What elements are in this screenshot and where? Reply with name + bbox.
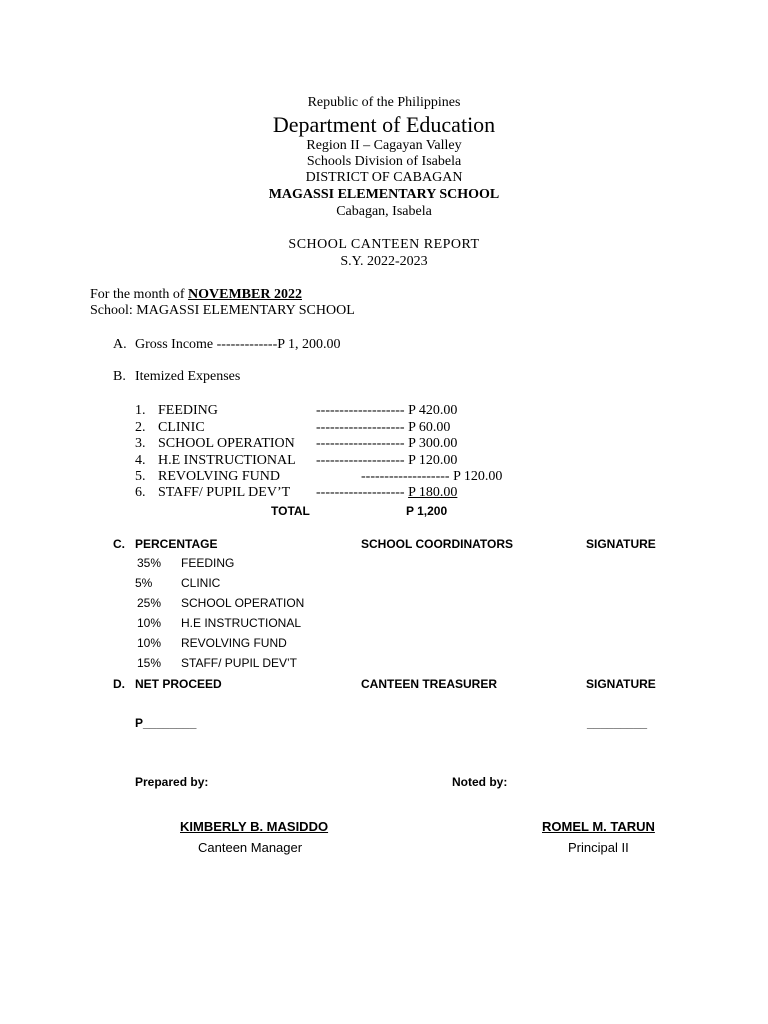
expense-amount: ------------------- P 420.00 (316, 403, 458, 418)
district-line: DISTRICT OF CABAGAN (305, 170, 463, 185)
expense-name: STAFF/ PUPIL DEV’T (158, 485, 291, 500)
itemized-expenses-title: Itemized Expenses (135, 369, 241, 384)
noter-title: Principal II (568, 840, 629, 855)
region-line: Region II – Cagayan Valley (306, 138, 462, 153)
school-line: School: MAGASSI ELEMENTARY SCHOOL (90, 303, 355, 318)
section-a-letter: A. (113, 337, 127, 352)
percentage-value: 25% (137, 596, 162, 610)
percentage-value: 15% (137, 656, 162, 670)
noter-name: ROMEL M. TARUN (542, 819, 655, 834)
expense-amount: ------------------- P 120.00 (316, 453, 458, 468)
percentage-value: 35% (137, 556, 162, 570)
expense-name: SCHOOL OPERATION (158, 436, 295, 451)
department-title: Department of Education (272, 112, 496, 137)
expense-amount-line (316, 486, 457, 500)
division-line: Schools Division of Isabela (306, 154, 462, 169)
percentage-value: 10% (137, 616, 162, 630)
month-label: For the month of (90, 287, 185, 302)
preparer-title: Canteen Manager (198, 840, 303, 855)
percentage-item: STAFF/ PUPIL DEV’T (181, 656, 298, 670)
percentage-item: FEEDING (181, 556, 235, 570)
gross-income-line: Gross Income -------------P 1, 200.00 (135, 337, 341, 352)
percentage-item: REVOLVING FUND (181, 636, 287, 650)
expense-num: 1. (135, 403, 146, 418)
expense-amount: P 180.00 (408, 485, 458, 500)
percentage-item: SCHOOL OPERATION (181, 596, 305, 610)
school-location: Cabagan, Isabela (336, 204, 432, 219)
canteen-treasurer-heading: CANTEEN TREASURER (361, 677, 498, 691)
month-line (90, 288, 302, 302)
signature-heading: SIGNATURE (586, 677, 656, 691)
net-proceed-blank: P________ (135, 716, 197, 730)
expense-num: 4. (135, 453, 146, 468)
preparer-name: KIMBERLY B. MASIDDO (180, 819, 329, 834)
expense-name: REVOLVING FUND (158, 469, 280, 484)
percentage-value: 5% (135, 576, 153, 590)
total-label: TOTAL (271, 504, 310, 518)
school-coordinators-heading: SCHOOL COORDINATORS (361, 537, 514, 551)
republic-line: Republic of the Philippines (307, 95, 461, 110)
report-title: SCHOOL CANTEEN REPORT (288, 237, 480, 252)
expense-num: 2. (135, 420, 146, 435)
noted-by-label: Noted by: (452, 775, 508, 789)
expense-name: FEEDING (158, 403, 218, 418)
net-proceed-heading: NET PROCEED (135, 677, 222, 691)
total-value: P 1,200 (406, 504, 448, 518)
expense-name: CLINIC (158, 420, 205, 435)
signature-blank: _________ (587, 716, 648, 730)
expense-name: H.E INSTRUCTIONAL (158, 453, 296, 468)
percentage-heading: PERCENTAGE (135, 537, 218, 551)
prepared-by-label: Prepared by: (135, 775, 209, 789)
expense-num: 5. (135, 469, 146, 484)
expense-num: 6. (135, 485, 146, 500)
expense-amount: ------------------- P 300.00 (316, 436, 458, 451)
section-d-letter: D. (113, 677, 125, 691)
percentage-item: H.E INSTRUCTIONAL (181, 616, 302, 630)
percentage-item: CLINIC (181, 576, 221, 590)
percentage-value: 10% (137, 636, 162, 650)
signature-heading: SIGNATURE (586, 537, 656, 551)
section-b-letter: B. (113, 369, 126, 384)
section-c-letter: C. (113, 537, 125, 551)
school-name: MAGASSI ELEMENTARY SCHOOL (268, 187, 500, 202)
expense-num: 3. (135, 436, 146, 451)
expense-amount: ------------------- P 60.00 (316, 420, 451, 435)
month-value: NOVEMBER 2022 (188, 287, 302, 302)
school-year: S.Y. 2022-2023 (340, 254, 428, 269)
expense-amount: ------------------- P 120.00 (361, 469, 503, 484)
expense-dashes: ------------------- (316, 485, 409, 500)
